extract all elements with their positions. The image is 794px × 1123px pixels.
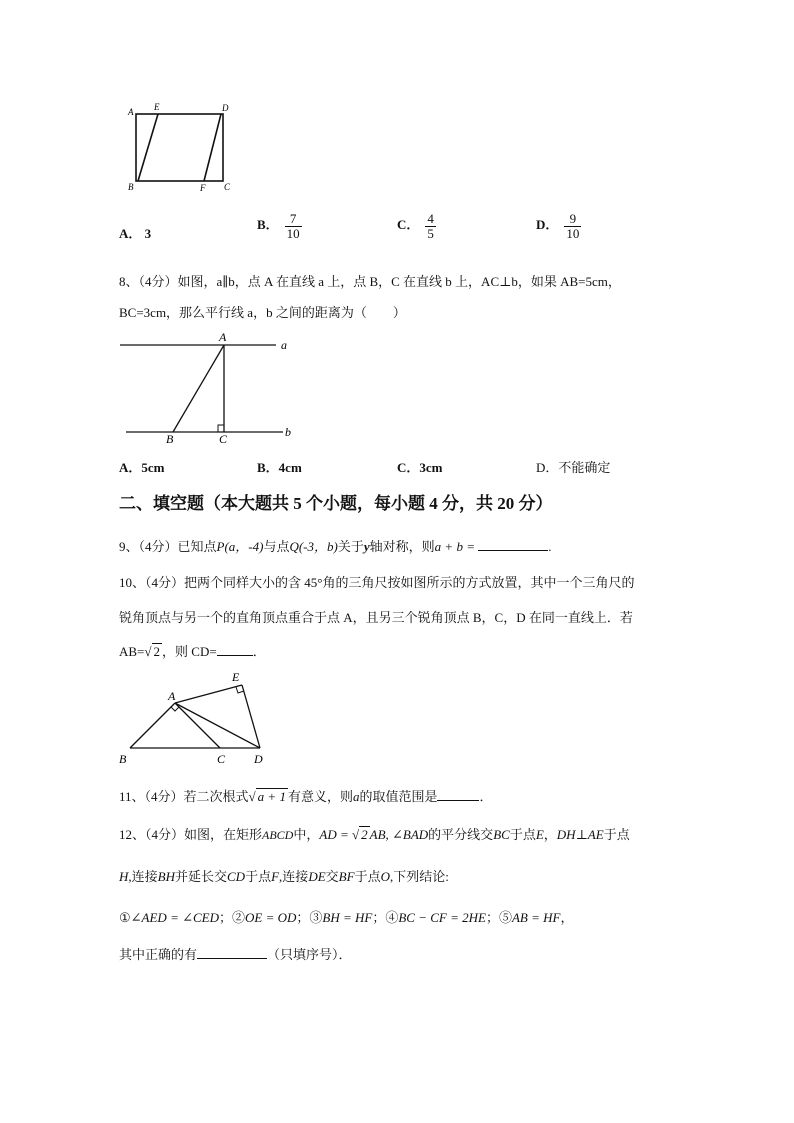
q10-line3: AB=√ 2 ，则 CD= ． — [119, 644, 266, 659]
q8-line1: 8、（4分）如图，a∥b，点 A 在直线 a 上，点 B，C 在直线 b 上，AC⊥b，如果 AB=5cm， — [119, 274, 621, 289]
segment-ae — [175, 685, 242, 703]
segment-ac — [175, 703, 220, 748]
answer-blank[interactable] — [478, 538, 548, 551]
q12-line4: 其中正确的有 （只填序号）． — [119, 947, 352, 962]
q8-option-a: A．5cm — [119, 460, 165, 475]
segment-ad — [175, 703, 260, 748]
fraction-7-10: $\frac{7}{10}$ — [286, 211, 300, 241]
label-c: C — [219, 432, 228, 445]
q12-line3: ①∠AED = ∠CED；②OE = OD；③BH = HF；④BC − CF = 2HE；⑤AB = HF， — [119, 910, 574, 925]
label-d: D — [222, 103, 229, 113]
label-c: C — [224, 182, 231, 192]
option-d: D． $\frac{9}{10}$ — [536, 211, 580, 241]
rectangle-abcd — [136, 114, 223, 181]
option-a: A． 3 — [119, 226, 152, 241]
figure-triangles — [115, 668, 275, 768]
label-a: A — [128, 107, 134, 117]
q8-option-d: D．不能确定 — [536, 460, 611, 475]
segment-df — [204, 114, 221, 181]
q9: 9、（4分）已知点P(a，-4)与点Q(-3，b)关于y轴对称，则a + b = . — [119, 539, 552, 554]
label-b: B — [119, 752, 127, 766]
section-heading: 二、填空题（本大题共 5 个小题，每小题 4 分，共 20 分） — [119, 494, 553, 513]
segment-ab — [130, 703, 175, 748]
answer-blank[interactable] — [197, 946, 267, 959]
fraction-9-10: $\frac{9}{10}$ — [566, 211, 580, 241]
label-a: A — [168, 689, 176, 703]
sqrt-a-plus-1: √ a + 1 — [248, 789, 286, 804]
q10-line1: 10、（4分）把两个同样大小的含 45°角的三角尺按如图所示的方式放置，其中一个三角尺的 — [119, 575, 635, 590]
fraction-4-5: $\frac{4}{5}$ — [427, 211, 434, 241]
label-line-b: b — [285, 425, 291, 439]
label-line-a: a — [281, 338, 287, 352]
segment-be — [138, 114, 158, 181]
option-c: C． $\frac{4}{5}$ — [397, 211, 434, 241]
answer-blank[interactable] — [217, 643, 253, 656]
answer-blank[interactable] — [437, 788, 479, 801]
right-angle-mark-a — [171, 707, 179, 711]
label-c: C — [217, 752, 226, 766]
label-a: A — [219, 330, 227, 344]
label-b: B — [128, 182, 134, 192]
sqrt-2: √ 2 — [144, 644, 161, 659]
figure-rectangle-parallelogram — [126, 100, 236, 195]
option-b: B． $\frac{7}{10}$ — [257, 211, 300, 241]
label-e: E — [154, 102, 160, 112]
q11: 11、（4分）若二次根式√ a + 1 有意义，则a的取值范围是 ． — [119, 789, 493, 804]
q12-line2: H,连接BH并延长交CD于点F,连接DE交BF于点O,下列结论: — [119, 869, 449, 884]
label-b: B — [166, 432, 174, 445]
label-e: E — [232, 670, 240, 684]
segment-ed — [242, 685, 260, 748]
label-d: D — [254, 752, 263, 766]
q10-line2: 锐角顶点与另一个的直角顶点重合于点 A，且另三个锐角顶点 B，C，D 在同一直线上．若 — [119, 610, 633, 625]
figure-parallel-lines — [118, 330, 298, 445]
q8-option-b: B．4cm — [257, 460, 302, 475]
q12-line1: 12、（4分）如图，在矩形ABCD中，AD = √ 2 AB, ∠BAD的平分线交BC于点E，DH⊥AE于点 — [119, 827, 630, 842]
label-f: F — [200, 183, 206, 193]
q8-line2: BC=3cm，那么平行线 a，b 之间的距离为（ ） — [119, 305, 406, 320]
segment-ab — [173, 345, 224, 432]
q8-option-c: C．3cm — [397, 460, 443, 475]
right-angle-mark — [218, 425, 224, 432]
